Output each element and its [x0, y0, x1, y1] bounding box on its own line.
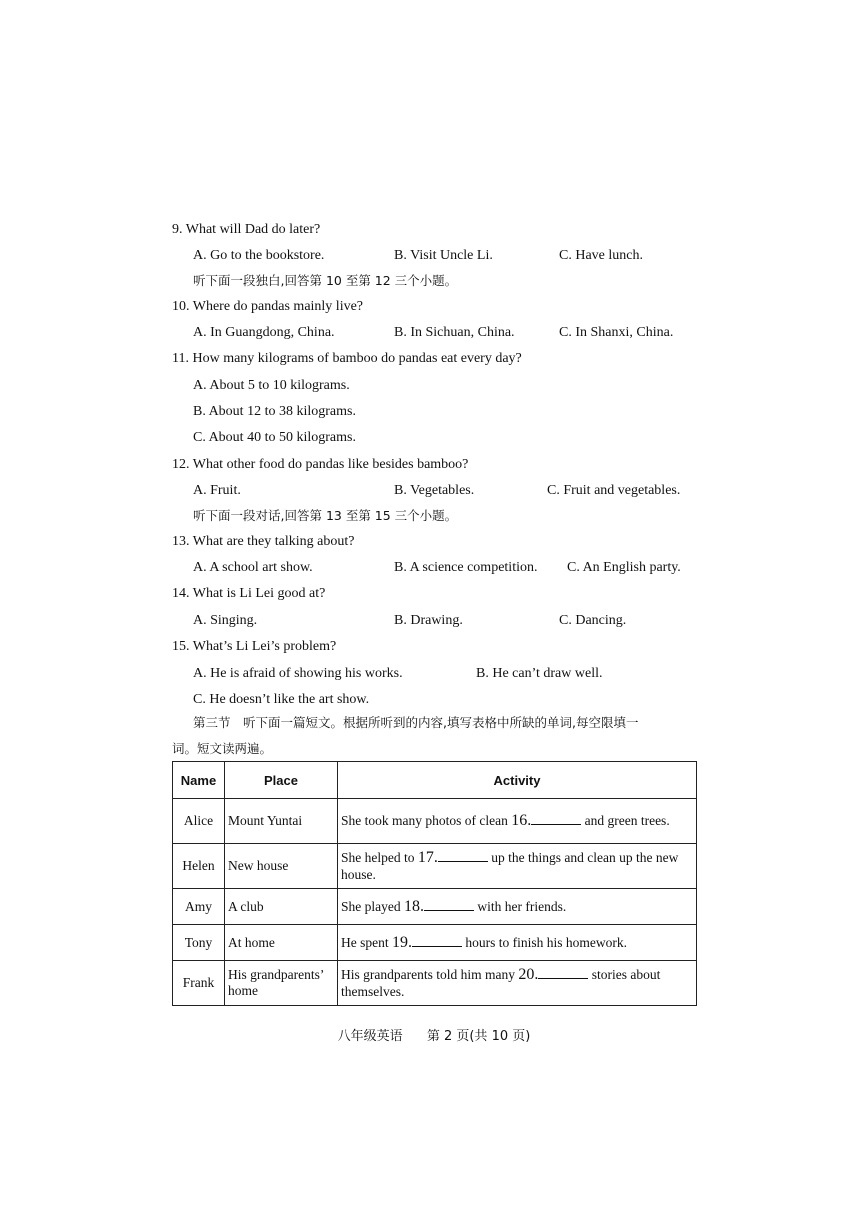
activity-text: She helped to [341, 850, 418, 865]
header-name: Name [173, 762, 225, 799]
dialogue-instruction: 听下面一段对话,回答第 13 至第 15 三个小题。 [193, 508, 458, 523]
q14-option-b: B. Drawing. [394, 613, 463, 628]
row-activity [338, 844, 697, 889]
activity-text: His grandparents told him many [341, 967, 519, 982]
table-row [173, 799, 697, 844]
activity-text: He spent [341, 934, 392, 950]
page-footer [0, 1025, 868, 1044]
q15-option-b: B. He can’t draw well. [476, 666, 603, 681]
row-place: At home [225, 925, 338, 961]
q11-option-a: A. About 5 to 10 kilograms. [193, 378, 350, 393]
header-place: Place [225, 762, 338, 799]
row-activity [338, 889, 697, 925]
row-place: Mount Yuntai [225, 799, 338, 844]
q11-option-b: B. About 12 to 38 kilograms. [193, 404, 356, 419]
monologue-instruction: 听下面一段独白,回答第 10 至第 12 三个小题。 [193, 273, 458, 288]
activity-text: with her friends. [474, 898, 567, 914]
row-name: Alice [173, 799, 225, 844]
activity-table [172, 761, 697, 1006]
q9-option-b: B. Visit Uncle Li. [394, 248, 493, 263]
activity-text: She took many photos of clean [341, 813, 512, 828]
activity-text: and green trees. [581, 813, 670, 828]
question-10: 10. Where do pandas mainly live? [172, 299, 364, 314]
header-activity: Activity [338, 762, 697, 799]
row-name: Amy [173, 889, 225, 925]
q12-option-a: A. Fruit. [193, 483, 241, 498]
q10-option-b: B. In Sichuan, China. [394, 325, 515, 340]
section3-instruction-line1: 第三节 听下面一篇短文。根据所听到的内容,填写表格中所缺的单词,每空限填一 [193, 715, 639, 730]
q13-option-c: C. An English party. [567, 560, 681, 575]
row-place: His grandparents’ home [225, 961, 338, 1006]
question-9: 9. What will Dad do later? [172, 222, 321, 237]
answer-blank-19[interactable] [412, 934, 462, 947]
q13-option-a: A. A school art show. [193, 560, 313, 575]
q12-option-c: C. Fruit and vegetables. [547, 483, 681, 498]
q12-option-b: B. Vegetables. [394, 483, 475, 498]
table-header-row [173, 762, 697, 799]
answer-blank-16[interactable] [531, 812, 581, 825]
section3-instruction-line2: 词。短文读两遍。 [172, 741, 273, 756]
row-name: Tony [173, 925, 225, 961]
q9-option-c: C. Have lunch. [559, 248, 643, 263]
activity-text: up the things and clean up the new house. [341, 850, 679, 882]
blank-number: 16. [511, 812, 532, 829]
table-row [173, 844, 697, 889]
q10-option-c: C. In Shanxi, China. [559, 325, 674, 340]
table-row [173, 889, 697, 925]
blank-number: 17. [417, 849, 438, 866]
row-activity [338, 961, 697, 1006]
question-12: 12. What other food do pandas like besides bamboo? [172, 457, 469, 472]
row-activity [338, 799, 697, 844]
row-place: New house [225, 844, 338, 889]
table-row [173, 961, 697, 1006]
footer-subject: 八年级英语 [337, 1029, 403, 1044]
q15-option-c: C. He doesn’t like the art show. [193, 692, 370, 707]
q14-option-c: C. Dancing. [559, 613, 627, 628]
question-11: 11. How many kilograms of bamboo do pandas eat every day? [172, 351, 522, 366]
answer-blank-18[interactable] [424, 898, 474, 911]
q9-option-a: A. Go to the bookstore. [193, 248, 325, 263]
blank-number: 19. [392, 933, 412, 951]
row-activity [338, 925, 697, 961]
blank-number: 18. [404, 897, 424, 915]
footer-page-number: 第 2 页(共 10 页) [426, 1029, 531, 1044]
activity-text: hours to finish his homework. [462, 934, 627, 950]
question-13: 13. What are they talking about? [172, 534, 355, 549]
q15-option-a: A. He is afraid of showing his works. [193, 666, 403, 681]
activity-text: stories about themselves. [341, 967, 661, 999]
question-14: 14. What is Li Lei good at? [172, 586, 326, 601]
answer-blank-20[interactable] [538, 966, 588, 979]
question-15: 15. What’s Li Lei’s problem? [172, 639, 337, 654]
row-place: A club [225, 889, 338, 925]
answer-blank-17[interactable] [438, 849, 488, 862]
q13-option-b: B. A science competition. [394, 560, 538, 575]
q11-option-c: C. About 40 to 50 kilograms. [193, 430, 356, 445]
table-row [173, 925, 697, 961]
row-name: Frank [173, 961, 225, 1006]
blank-number: 20. [518, 966, 539, 983]
activity-text: She played [341, 898, 404, 914]
q10-option-a: A. In Guangdong, China. [193, 325, 335, 340]
row-name: Helen [173, 844, 225, 889]
q14-option-a: A. Singing. [193, 613, 258, 628]
